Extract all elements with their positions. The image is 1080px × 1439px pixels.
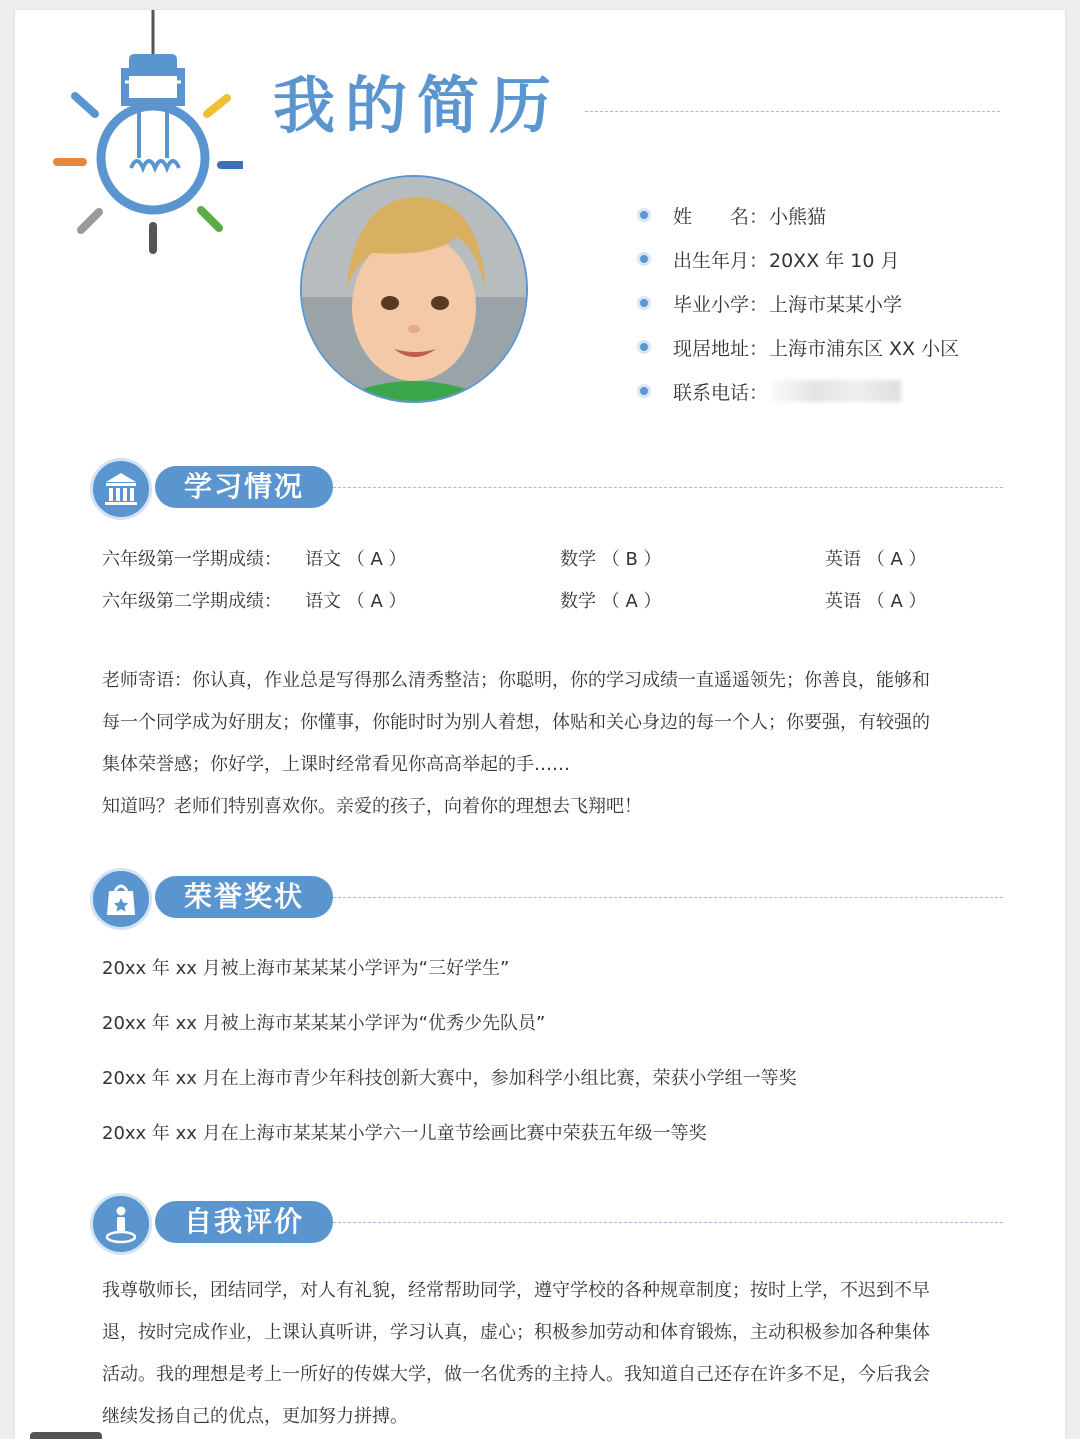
section-icon-honors <box>90 868 152 930</box>
self-eval-line: 退，按时完成作业，上课认真听讲，学习认真，虚心；积极参加劳动和体育锻炼，主动积极参加各种集体 <box>102 1322 930 1343</box>
grade-math: 数学 （ A ） <box>560 591 662 612</box>
grade-term: 六年级第一学期成绩： <box>102 549 282 570</box>
scroll-handle[interactable] <box>30 1432 102 1439</box>
section-divider <box>333 487 1003 488</box>
resume-page <box>15 10 1065 1439</box>
section-icon-self <box>90 1193 152 1255</box>
grade-chinese: 语文 （ A ） <box>305 591 407 612</box>
bullet-icon <box>640 343 648 351</box>
comment-line: 知道吗？老师们特别喜欢你。亲爱的孩子，向着你的理想去飞翔吧！ <box>102 796 642 817</box>
bullet-icon <box>640 211 648 219</box>
bullet-icon <box>640 255 648 263</box>
info-value: 小熊猫 <box>769 205 827 228</box>
grade-math: 数学 （ B ） <box>560 549 662 570</box>
award-bag-icon <box>93 871 149 927</box>
section-divider <box>333 897 1003 898</box>
info-school <box>640 291 902 315</box>
honor-item: 20xx 年 xx 月在上海市某某某小学六一儿童节绘画比赛中荣获五年级一等奖 <box>102 1123 707 1144</box>
section-icon-study <box>90 458 152 520</box>
honor-item: 20xx 年 xx 月被上海市某某某小学评为“三好学生” <box>102 958 510 979</box>
child-portrait <box>302 177 526 401</box>
self-eval-line: 活动。我的理想是考上一所好的传媒大学，做一名优秀的主持人。我知道自己还存在许多不足，今后我会 <box>102 1364 930 1385</box>
grade-chinese: 语文 （ A ） <box>305 549 407 570</box>
info-label: 姓 名： <box>673 205 769 228</box>
section-heading-study: 学习情况 <box>155 466 333 508</box>
info-name <box>640 203 826 227</box>
info-value: 上海市某某小学 <box>769 293 903 316</box>
section-heading-honors: 荣誉奖状 <box>155 876 333 918</box>
info-label: 联系电话： <box>673 381 769 404</box>
lightbulb-icon <box>33 10 243 260</box>
self-eval-line: 继续发扬自己的优点，更加努力拼搏。 <box>102 1406 408 1427</box>
teacher-comment <box>102 660 992 828</box>
info-address <box>640 335 959 359</box>
bullet-icon <box>640 387 648 395</box>
info-label: 毕业小学： <box>673 293 769 316</box>
bullet-icon <box>640 299 648 307</box>
comment-line: 每一个同学成为好朋友；你懂事，你能时时为别人着想，体贴和关心身边的每一个人；你要强，有较强的 <box>102 712 930 733</box>
section-heading-self: 自我评价 <box>155 1201 333 1243</box>
info-label: 现居地址： <box>673 337 769 360</box>
self-eval-line: 我尊敬师长，团结同学，对人有礼貌，经常帮助同学，遵守学校的各种规章制度；按时上学，不迟到不早 <box>102 1280 930 1301</box>
person-pin-icon <box>93 1196 149 1252</box>
comment-line: 老师寄语：你认真，作业总是写得那么清秀整洁；你聪明，你的学习成绩一直遥遥领先；你善良，能够和 <box>102 670 930 691</box>
info-phone <box>640 379 901 403</box>
info-label: 出生年月： <box>673 249 769 272</box>
avatar <box>300 175 528 403</box>
grade-english: 英语 （ A ） <box>825 549 927 570</box>
honor-item: 20xx 年 xx 月在上海市青少年科技创新大赛中，参加科学小组比赛，荣获小学组一等奖 <box>102 1068 797 1089</box>
info-value: 20XX 年 10 月 <box>769 249 900 272</box>
page-title: 我的简历 <box>273 69 562 142</box>
info-value: 上海市浦东区 XX 小区 <box>769 337 960 360</box>
redacted-phone <box>771 380 901 402</box>
grade-term: 六年级第二学期成绩： <box>102 591 282 612</box>
honor-item: 20xx 年 xx 月被上海市某某某小学评为“优秀少先队员” <box>102 1013 546 1034</box>
section-divider <box>333 1222 1003 1223</box>
grade-english: 英语 （ A ） <box>825 591 927 612</box>
info-birth <box>640 247 900 271</box>
title-divider <box>585 111 1000 112</box>
library-icon <box>93 461 149 517</box>
self-evaluation <box>102 1270 992 1438</box>
comment-line: 集体荣誉感；你好学，上课时经常看见你高高举起的手…… <box>102 754 570 775</box>
